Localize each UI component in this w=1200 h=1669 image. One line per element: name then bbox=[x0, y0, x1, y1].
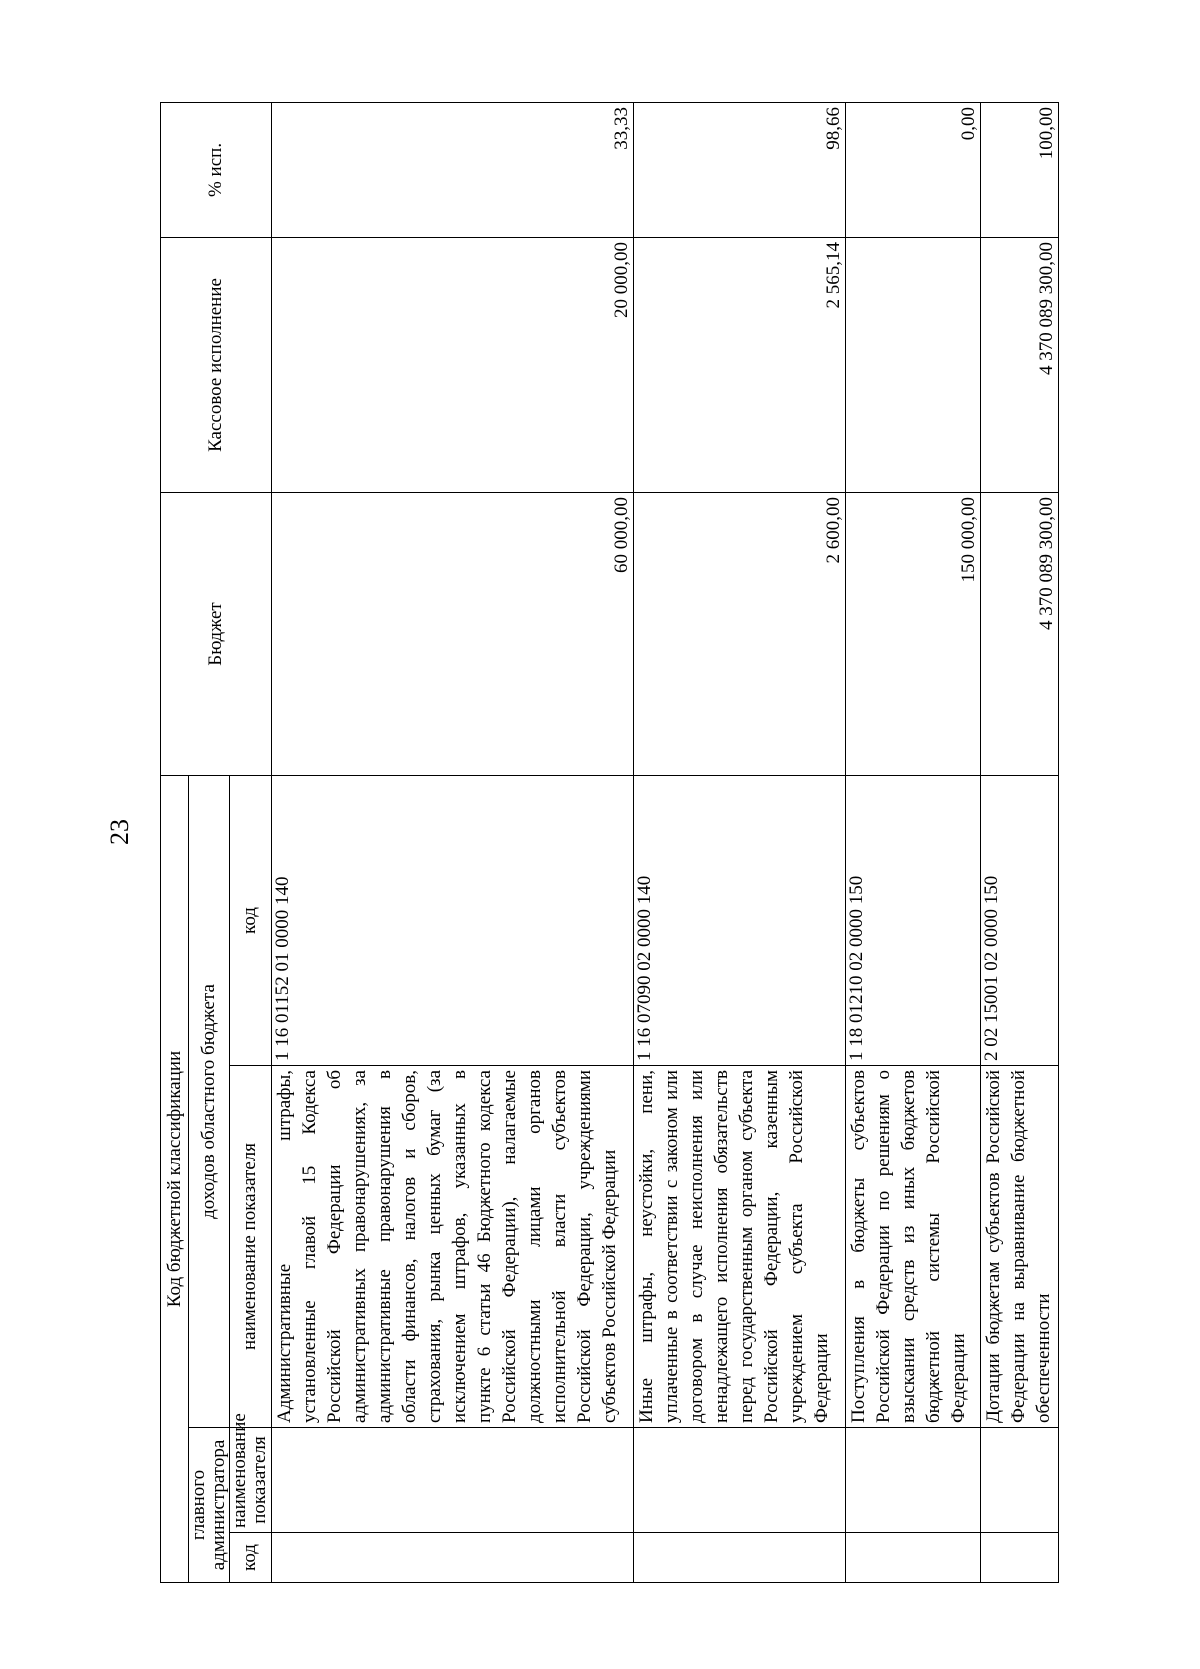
percent-cell: 33,33 bbox=[271, 102, 633, 237]
header-admin-indicator-name: наименование показателя bbox=[229, 1428, 271, 1533]
code-cell: 1 16 01152 01 0000 140 bbox=[271, 775, 633, 1065]
table-row bbox=[271, 102, 633, 1582]
admin-code-cell bbox=[271, 1533, 633, 1583]
header-main-admin: главного администратора bbox=[189, 1428, 230, 1583]
cash-cell: 4 370 089 300,00 bbox=[980, 237, 1058, 492]
table-row bbox=[845, 102, 980, 1582]
code-cell: 1 16 07090 02 0000 140 bbox=[633, 775, 845, 1065]
header-indicator-name: наименование показателя bbox=[229, 1066, 271, 1428]
cash-cell: 2 565,14 bbox=[633, 237, 845, 492]
admin-name-cell bbox=[845, 1428, 980, 1533]
table-row bbox=[980, 102, 1058, 1582]
cash-cell bbox=[845, 237, 980, 492]
rotated-table-wrapper bbox=[160, 103, 1059, 1583]
cash-cell: 20 000,00 bbox=[271, 237, 633, 492]
admin-name-cell bbox=[980, 1428, 1058, 1533]
budget-cell: 2 600,00 bbox=[633, 492, 845, 775]
percent-cell: 100,00 bbox=[980, 102, 1058, 237]
header-percent: % исп. bbox=[161, 102, 272, 237]
percent-cell: 98,66 bbox=[633, 102, 845, 237]
budget-table bbox=[160, 102, 1059, 1583]
indicator-name-cell: Поступления в бюджеты субъектов Российской Федерации по решениям о взыскании средств из иных бюджетов бюджетной системы Российской Федерации bbox=[845, 1066, 980, 1428]
table-row bbox=[633, 102, 845, 1582]
indicator-name-cell: Дотации бюджетам субъектов Российской Федерации на выравнивание бюджетной обеспеченности bbox=[980, 1066, 1058, 1428]
header-classification: Код бюджетной классификации bbox=[161, 775, 189, 1582]
budget-cell: 4 370 089 300,00 bbox=[980, 492, 1058, 775]
header-revenue: доходов областного бюджета bbox=[189, 775, 230, 1427]
page-number: 23 bbox=[105, 819, 134, 845]
admin-name-cell bbox=[633, 1428, 845, 1533]
code-cell: 1 18 01210 02 0000 150 bbox=[845, 775, 980, 1065]
admin-name-cell bbox=[271, 1428, 633, 1533]
admin-code-cell bbox=[845, 1533, 980, 1583]
code-cell: 2 02 15001 02 0000 150 bbox=[980, 775, 1058, 1065]
header-cash-execution: Кассовое исполнение bbox=[161, 237, 272, 492]
admin-code-cell bbox=[633, 1533, 845, 1583]
header-code: код bbox=[229, 775, 271, 1065]
indicator-name-cell: Иные штрафы, неустойки, пени, уплаченные в соответствии с законом или договором в случае неисполнения или ненадлежащего исполнения обязательств перед государственным органом субъекта Российской Федерации, казенным учреждением субъекта Российской Федерации bbox=[633, 1066, 845, 1428]
header-admin-code: код bbox=[229, 1533, 271, 1583]
percent-cell: 0,00 bbox=[845, 102, 980, 237]
budget-cell: 150 000,00 bbox=[845, 492, 980, 775]
header-budget: Бюджет bbox=[161, 492, 272, 775]
indicator-name-cell: Административные штрафы, установленные главой 15 Кодекса Российской Федерации об административных правонарушениях, за административные правонарушения в области финансов, налогов и сборов, страхования, рынка ценных бумаг (за исключением штрафов, указанных в пункте 6 статьи 46 Бюджетного кодекса Российской Федерации), налагаемые должностными лицами органов исполнительной власти субъектов Российской Федерации, учреждениями субъектов Российской Федерации bbox=[271, 1066, 633, 1428]
budget-cell: 60 000,00 bbox=[271, 492, 633, 775]
admin-code-cell bbox=[980, 1533, 1058, 1583]
